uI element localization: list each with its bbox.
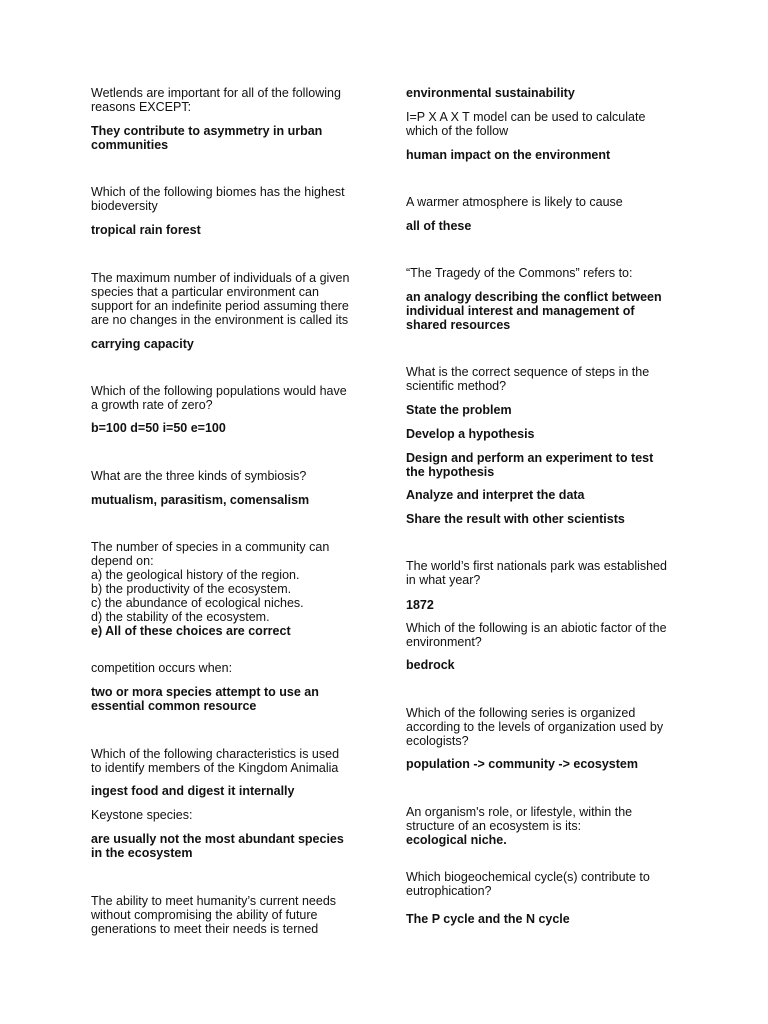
question-keystone-species: Keystone species:: [91, 808, 193, 822]
answer-sustainability: environmental sustainability: [406, 86, 575, 100]
answer-step-4: Analyze and interpret the data: [406, 488, 585, 502]
answer-abiotic-factor: bedrock: [406, 658, 455, 672]
question-national-park: The world’s first nationals park was established in what year?: [406, 559, 668, 587]
answer-competition: two or mora species attempt to use an essential common resource: [91, 685, 319, 713]
question-warmer-atmosphere: A warmer atmosphere is likely to cause: [406, 195, 623, 209]
answer-keystone-species: are usually not the most abundant species in the ecosystem: [91, 832, 344, 860]
answer-carrying-capacity: carrying capacity: [91, 337, 194, 351]
answer-species-number: e) All of these choices are correct: [91, 624, 291, 638]
answer-ipat-model: human impact on the environment: [406, 148, 611, 162]
question-tragedy-commons: “The Tragedy of the Commons” refers to:: [406, 266, 633, 280]
answer-step-5: Share the result with other scientists: [406, 512, 625, 526]
answer-kingdom-animalia: ingest food and digest it internally: [91, 784, 295, 798]
answer-biodiversity: tropical rain forest: [91, 223, 201, 237]
answer-symbiosis: mutualism, parasitism, comensalism: [91, 493, 310, 507]
question-biodiversity: Which of the following biomes has the highest biodeversity: [91, 185, 345, 213]
question-competition: competition occurs when:: [91, 661, 233, 675]
answer-tragedy-commons: an analogy describing the conflict between individual interest and management of shared resources: [406, 290, 662, 332]
question-eutrophication: Which biogeochemical cycle(s) contribute to eutrophication?: [406, 870, 650, 898]
question-scientific-method: What is the correct sequence of steps in the scientific method?: [406, 365, 650, 393]
question-carrying-capacity: The maximum number of individuals of a given species that a particular environment can support for an indefinite period assuming there are no changes in the environment is called its: [91, 271, 350, 327]
question-ecological-role: An organism's role, or lifestyle, within the structure of an ecosystem is its:: [406, 805, 633, 833]
question-kingdom-animalia: Which of the following characteristics is used to identify members of the Kingdom Animalia: [91, 747, 340, 775]
answer-national-park: 1872: [406, 598, 434, 612]
question-sustainability: The ability to meet humanity’s current needs without compromising the ability of future generations to meet their needs is terned: [91, 894, 337, 936]
answer-wetlands: They contribute to asymmetry in urban communities: [91, 124, 323, 152]
answer-step-2: Develop a hypothesis: [406, 427, 535, 441]
answer-eutrophication: The P cycle and the N cycle: [406, 912, 570, 926]
question-ipat-model: I=P X A X T model can be used to calculate which of the follow: [406, 110, 646, 138]
answer-ecological-role: ecological niche.: [406, 833, 507, 847]
question-growth-rate: Which of the following populations would have a growth rate of zero?: [91, 384, 347, 412]
question-symbiosis: What are the three kinds of symbiosis?: [91, 469, 307, 483]
answer-warmer-atmosphere: all of these: [406, 219, 472, 233]
question-species-number: The number of species in a community can depend on: a) the geological history of the region. b) the productivity of the ecosystem. c) the abundance of ecological niches. d) the stability of the ecosystem.: [91, 540, 330, 624]
answer-levels-organization: population -> community -> ecosystem: [406, 757, 638, 771]
answer-growth-rate: b=100 d=50 i=50 e=100: [91, 421, 226, 435]
question-wetlands: Wetlends are important for all of the following reasons EXCEPT:: [91, 86, 341, 114]
question-abiotic-factor: Which of the following is an abiotic factor of the environment?: [406, 621, 667, 649]
answer-step-1: State the problem: [406, 403, 512, 417]
answer-step-3: Design and perform an experiment to test the hypothesis: [406, 451, 654, 479]
question-levels-organization: Which of the following series is organized according to the levels of organization used by ecologists?: [406, 706, 664, 748]
